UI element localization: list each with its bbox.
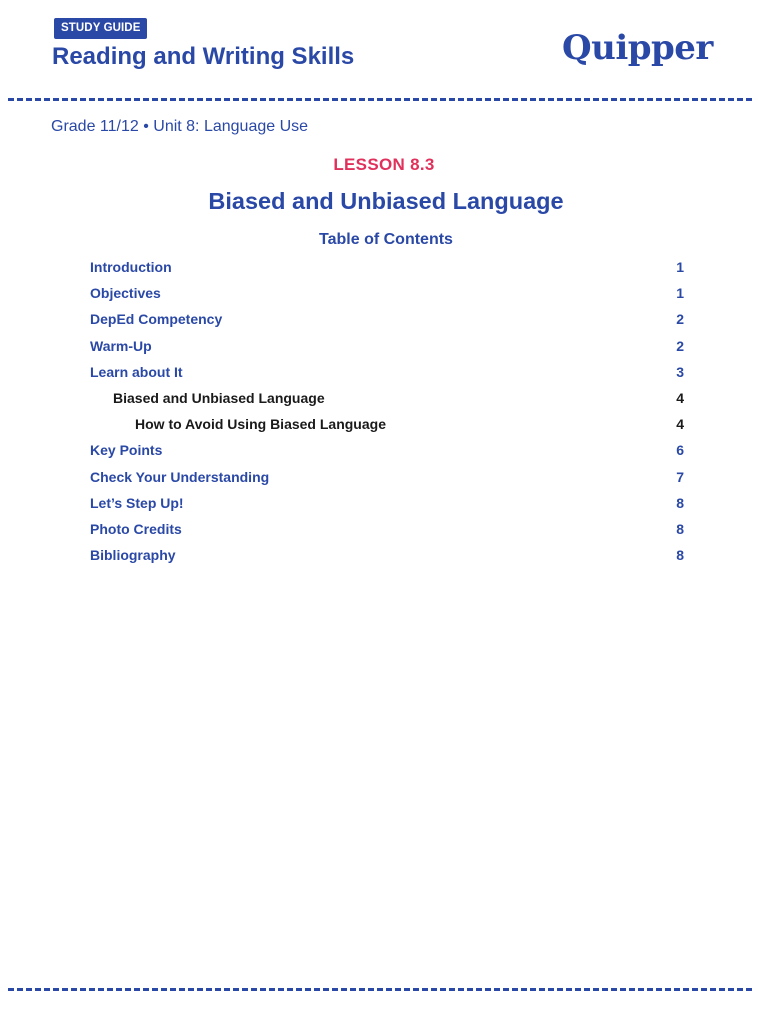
toc-item-label: Let’s Step Up! — [90, 494, 184, 511]
toc-item-label: Objectives — [90, 285, 161, 302]
lesson-number: LESSON 8.3 — [333, 155, 435, 174]
toc-item-introduction[interactable] — [90, 257, 686, 283]
toc-item-page: 1 — [676, 259, 684, 275]
table-of-contents — [90, 257, 686, 571]
toc-item-label: Key Points — [90, 442, 163, 459]
toc-item-page: 8 — [676, 494, 684, 511]
toc-item-deped-competency[interactable] — [90, 309, 686, 335]
study-guide-badge: STUDY GUIDE — [54, 18, 147, 39]
toc-item-key-points[interactable] — [90, 440, 686, 466]
quipper-logo: Quipper — [562, 28, 713, 68]
toc-item-page: 3 — [676, 363, 684, 380]
breadcrumb: Grade 11/12 • Unit 8: Language Use — [51, 118, 309, 135]
toc-item-page: 8 — [676, 520, 684, 537]
toc-item-page: 8 — [676, 547, 684, 564]
toc-item-label: Warm-Up — [90, 337, 152, 354]
toc-item-label: DepEd Competency — [90, 311, 223, 328]
page-header — [0, 0, 768, 100]
toc-item-lets-step-up[interactable] — [90, 493, 686, 519]
toc-item-label: Photo Credits — [90, 520, 182, 537]
toc-item-warm-up[interactable] — [90, 336, 686, 362]
toc-item-bibliography[interactable] — [90, 545, 686, 571]
toc-item-label: Biased and Unbiased Language — [113, 389, 325, 406]
toc-item-learn-about-it[interactable] — [90, 362, 686, 388]
toc-item-label: Introduction — [90, 259, 172, 275]
toc-item-page: 2 — [676, 337, 684, 354]
subject-title: Reading and Writing Skills — [52, 43, 355, 70]
toc-item-photo-credits[interactable] — [90, 519, 686, 545]
toc-item-page: 1 — [676, 285, 684, 302]
toc-item-biased-and-unbiased-language[interactable] — [90, 388, 686, 414]
toc-item-page: 4 — [676, 416, 684, 433]
toc-item-page: 2 — [676, 311, 684, 328]
toc-item-page: 4 — [676, 389, 684, 406]
bottom-dashed-divider — [8, 988, 752, 991]
top-dashed-divider — [8, 98, 752, 101]
toc-item-label: Check Your Understanding — [90, 468, 270, 485]
toc-heading: Table of Contents — [319, 231, 453, 248]
lesson-title: Biased and Unbiased Language — [208, 188, 564, 214]
toc-item-page: 6 — [676, 442, 684, 459]
toc-item-how-to-avoid-biased-language[interactable] — [90, 414, 686, 440]
toc-item-label: How to Avoid Using Biased Language — [135, 416, 386, 433]
toc-item-label: Learn about It — [90, 363, 183, 380]
toc-item-label: Bibliography — [90, 547, 176, 564]
toc-item-objectives[interactable] — [90, 283, 686, 309]
toc-item-check-your-understanding[interactable] — [90, 467, 686, 493]
toc-item-page: 7 — [676, 468, 684, 485]
